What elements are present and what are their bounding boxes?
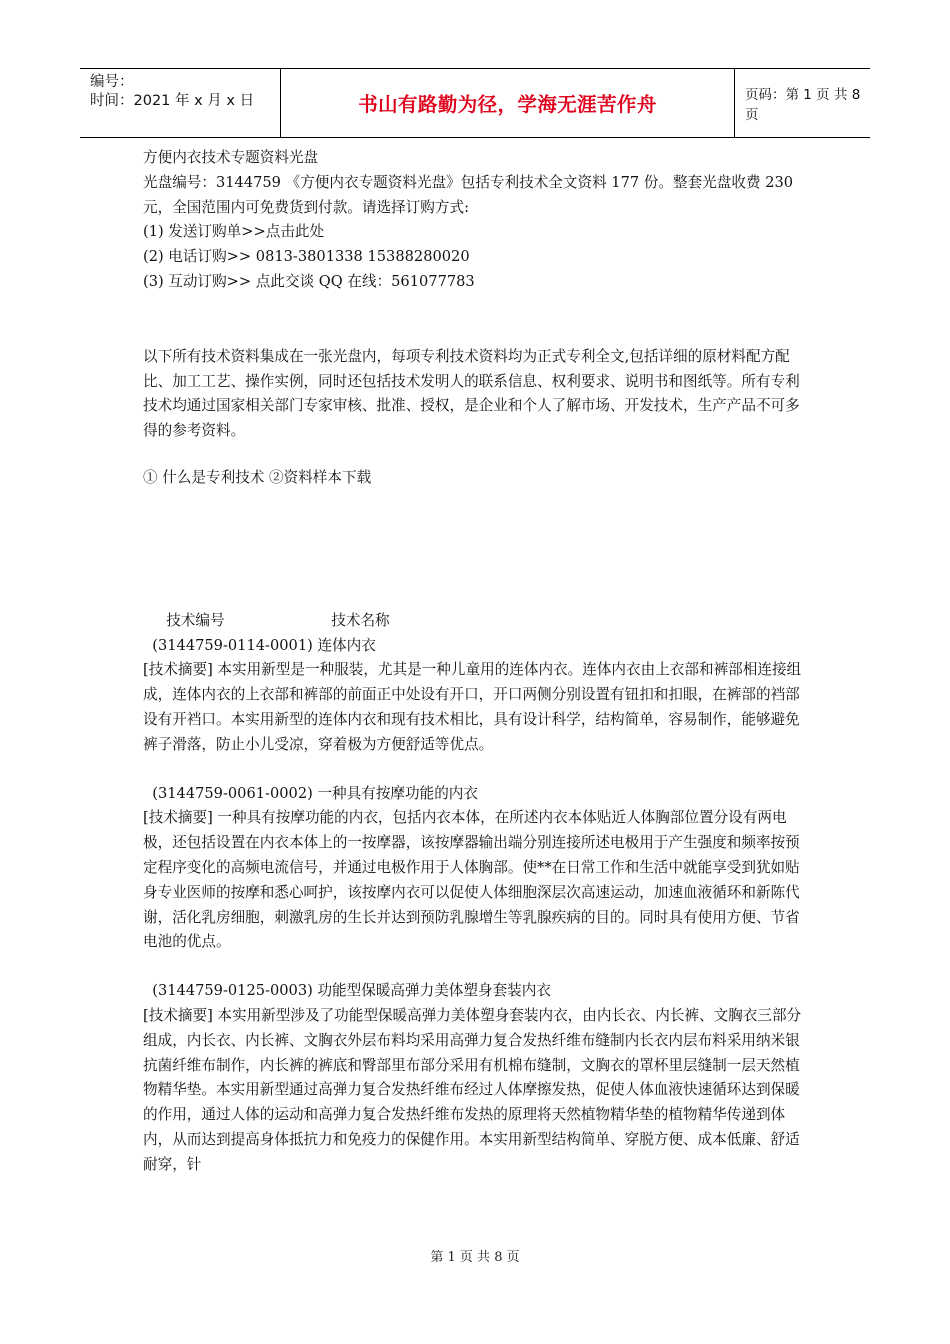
collection-description: 以下所有技术资料集成在一张光盘内，每项专利技术资料均为正式专利全文,包括详细的原材料配方配比、加工工艺、操作实例，同时还包括技术发明人的联系信息、权利要求、说明书和图纸等。所有专利技术均通过国家相关部门专家审核、批准、授权，是企业和个人了解市场、开发技术，生产产品不可多得的参考资料。 [143,347,800,440]
header-page-info [735,69,870,137]
serial-number-label: 编号： [90,74,134,90]
page-footer: 第 1 页 共 8 页 [430,1250,520,1265]
header-meta [80,69,280,137]
motto: 书山有路勤为径，学海无涯苦作舟 [358,93,657,116]
spacer [143,955,808,979]
patent-title: (3144759-0061-0002) 一种具有按摩功能的内衣 [143,784,478,802]
patent-title: (3144759-0125-0003) 功能型保暖高弹力美体塑身套装内衣 [143,982,551,1000]
patent-entry [143,979,808,1177]
patent-abstract: [技术摘要] 一种具有按摩功能的内衣，包括内衣本体，在所述内衣本体贴近人体胸部位置分设有两电极，还包括设置在内衣本体上的一按摩器，该按摩器输出端分别连接所述电极用于产生强度和频率按预定程序变化的高频电流信号，并通过电极作用于人体胸部。使**在日常工作和生活中就能享受到犹如贴身专业医师的按摩和悉心呵护，该按摩内衣可以促使人体细胞深层次高速运动，加速血液循环和新陈代谢，活化乳房细胞，刺激乳房的生长并达到预防乳腺增生等乳腺疾病的目的。同时具有使用方便、节省电池的优点。 [143,809,800,951]
patent-abstract: [技术摘要] 本实用新型涉及了功能型保暖高弹力美体塑身套装内衣，由内长衣、内长裤、文胸衣三部分组成，内长衣、内长裤、文胸衣外层布料均采用高弹力复合发热纤维布缝制内长衣内层布料采用纳米银抗菌纤维布制作，内长裤的裤底和臀部里布部分采用有机棉布缝制，文胸衣的罩杯里层缝制一层天然植物精华垫。本实用新型通过高弹力复合发热纤维布经过人体摩擦发热，促使人体血液快速循环达到保暖的作用，通过人体的运动和高弹力复合发热纤维布发热的原理将天然植物精华垫的植物精华传递到体内，从而达到提高身体抵抗力和免疫力的保健作用。本实用新型结构简单、穿脱方便、成本低廉、舒适耐穿，针 [143,1006,802,1173]
document-title: 方便内衣技术专题资料光盘 [143,149,319,166]
disc-description: 光盘编号：3144759 《方便内衣专题资料光盘》包括专利技术全文资料 177 份。整套光盘收费 230 元，全国范围内可免费货到付款。请选择订购方式: [143,173,794,216]
patent-entry [143,634,808,758]
order-option-2: (2) 电话订购>> 0813-3801338 15388280020 [143,248,470,266]
header-motto-cell [280,69,735,137]
spacer [143,444,808,466]
document-body [143,146,808,1178]
date-line: 时间：2021 年 x 月 x 日 [90,93,255,109]
patent-abstract: [技术摘要] 本实用新型是一种服装，尤其是一种儿童用的连体内衣。连体内衣由上衣部和裤部相连接组成，连体内衣的上衣部和裤部的前面正中处设有开口，开口两侧分别设置有钮扣和扣眼，在裤部的裆部设有开裆口。本实用新型的连体内衣和现有技术相比，具有设计科学，结构简单，容易制作，能够避免裤子滑落，防止小儿受凉，穿着极为方便舒适等优点。 [143,661,802,753]
spacer [143,758,808,782]
spacer [143,491,808,609]
info-links[interactable]: ① 什么是专利技术 ②资料样本下载 [143,468,372,486]
order-option-1[interactable]: (1) 发送订购单>>点击此处 [143,223,325,241]
table-header: 技术编号 技术名称 [143,611,390,629]
document-header [80,68,870,138]
order-option-3[interactable]: (3) 互动订购>> 点此交谈 QQ 在线：561077783 [143,272,475,290]
patent-title: (3144759-0114-0001) 连体内衣 [143,636,376,654]
page-info: 页码：第 1 页 共 8 页 [745,87,861,123]
spacer [143,295,808,345]
patent-entry [143,782,808,956]
